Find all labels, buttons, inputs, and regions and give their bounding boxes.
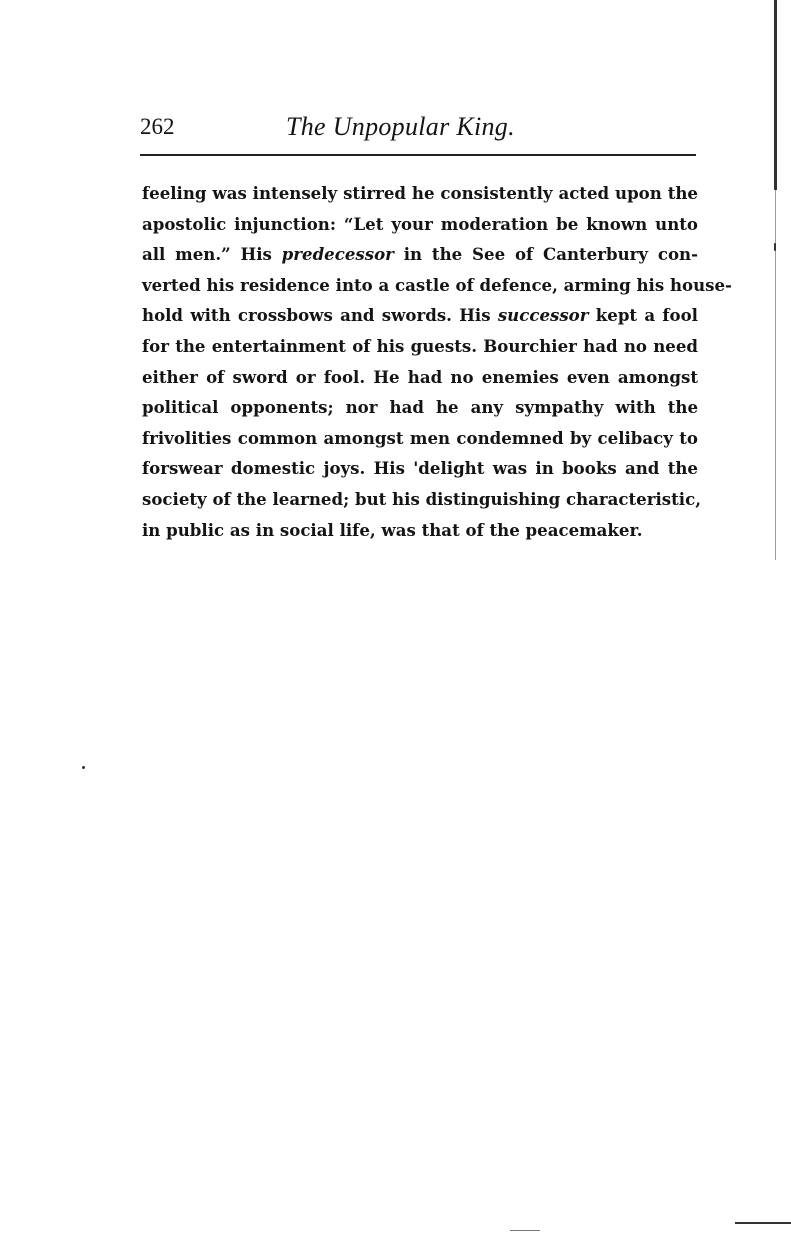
text-line-last: in public as in social life, was that of the peacemaker.	[142, 519, 643, 540]
text-line: political opponents; nor had he any sympathy with the	[142, 397, 698, 418]
text-line: feeling was intensely stirred he consistently acted upon the	[142, 183, 698, 203]
text-line: frivolities common amongst men condemned by celibacy to	[142, 427, 698, 448]
text-line: for the entertainment of his guests. Bourchier had no need	[142, 335, 698, 356]
text-line: verted his residence into a castle of defence, arming his house-	[142, 274, 732, 295]
italic-word-successor: successor	[497, 305, 589, 326]
text-line: forswear domestic joys. His 'delight was in books and the	[142, 458, 698, 479]
text-line: hold with crossbows and swords. His successor kept a fool	[142, 305, 698, 326]
text-line: all men.” His predecessor in the See of Canterbury con-	[142, 244, 698, 265]
scan-mark	[510, 1230, 540, 1231]
page-edge-bottom-rule	[735, 1222, 791, 1224]
page-edge-shadow	[774, 0, 777, 190]
italic-word-predecessor: predecessor	[281, 244, 394, 265]
text-line: apostolic injunction: “Let your moderation be known unto	[142, 213, 698, 234]
scan-speck	[82, 766, 85, 769]
text-line: society of the learned; but his distinguishing characteristic,	[142, 488, 701, 509]
page-number: 262	[140, 114, 175, 139]
body-paragraph	[142, 178, 732, 545]
scan-speck	[774, 243, 776, 251]
page-header	[140, 106, 696, 150]
header-rule	[140, 154, 696, 156]
running-title: The Unpopular King.	[286, 112, 515, 141]
text-line: either of sword or fool. He had no enemies even amongst	[142, 366, 698, 387]
